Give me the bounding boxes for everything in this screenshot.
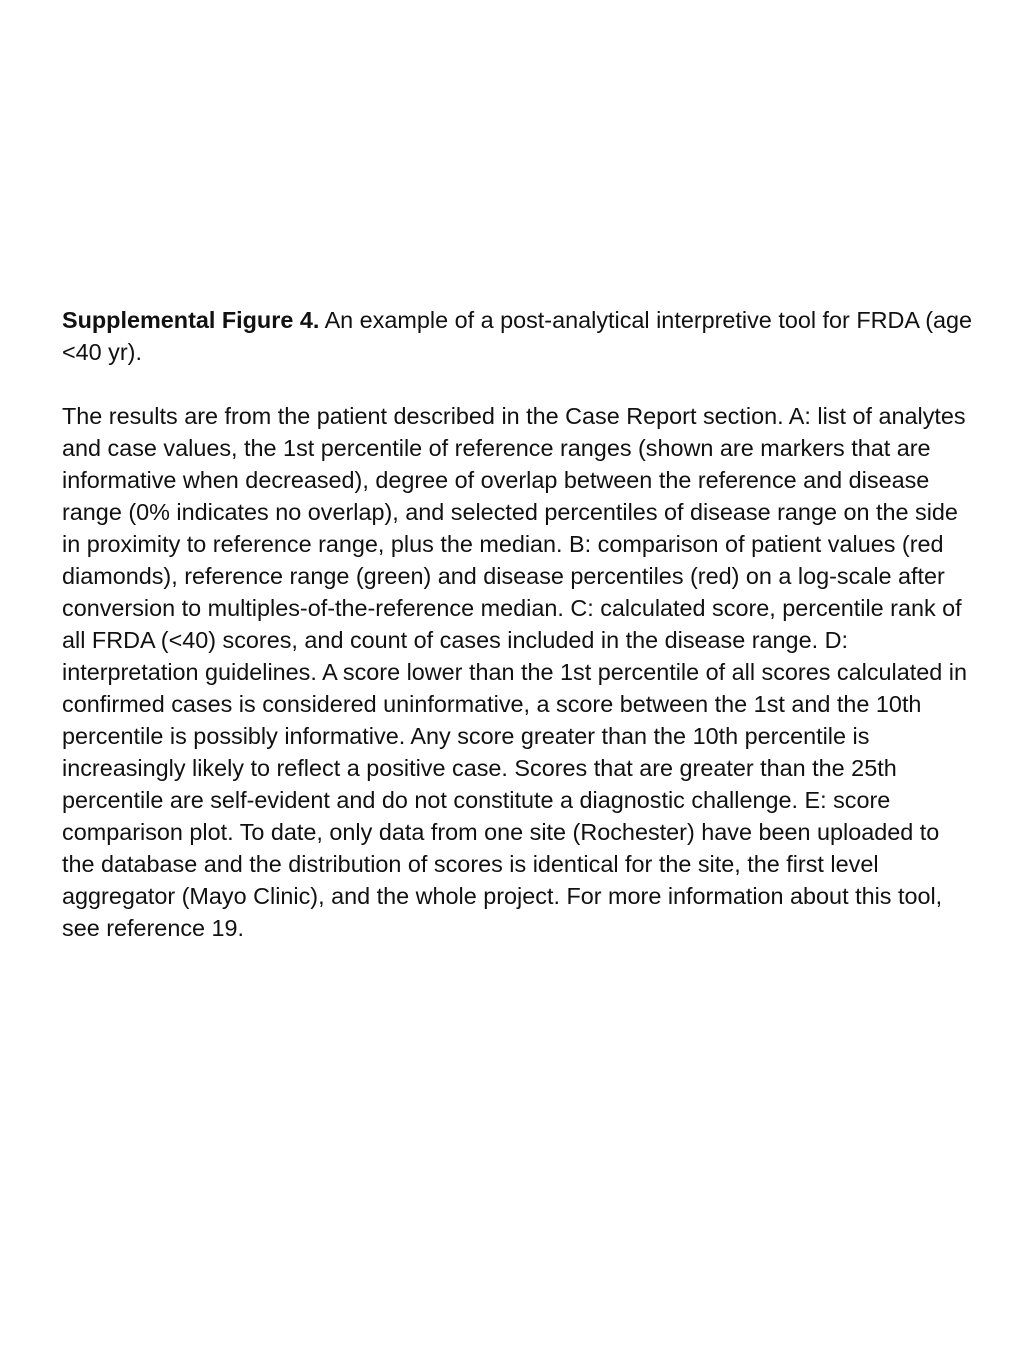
figure-label: Supplemental Figure 4. [62,307,320,333]
figure-caption [62,304,974,944]
caption-title-text: An example of a post-analytical interpretive tool for FRDA (age <40 yr). [62,307,973,365]
caption-body-paragraph: The results are from the patient described in the Case Report section. A: list of analytes and case values, the 1st percentile of reference ranges (shown are markers that are informative when decreased), degree of overlap between the reference and disease range (0% indicates no overlap), and selected percentiles of disease range on the side in proximity to reference range, plus the median. B: comparison of patient values (red diamonds), reference range (green) and disease percentiles (red) on a log-scale after conversion to multiples-of-the-reference median. C: calculated score, percentile rank of all FRDA (<40) scores, and count of cases included in the disease range. D: interpretation guidelines. A score lower than the 1st percentile of all scores calculated in confirmed cases is considered uninformative, a score between the 1st and the 10th percentile is possibly informative. Any score greater than the 10th percentile is increasingly likely to reflect a positive case. Scores that are greater than the 25th percentile are self-evident and do not constitute a diagnostic challenge. E: score comparison plot. To date, only data from one site (Rochester) have been uploaded to the database and the distribution of scores is identical for the site, the first level aggregator (Mayo Clinic), and the whole project. For more information about this tool, see reference 19. [62,403,967,941]
caption-title [62,304,974,368]
